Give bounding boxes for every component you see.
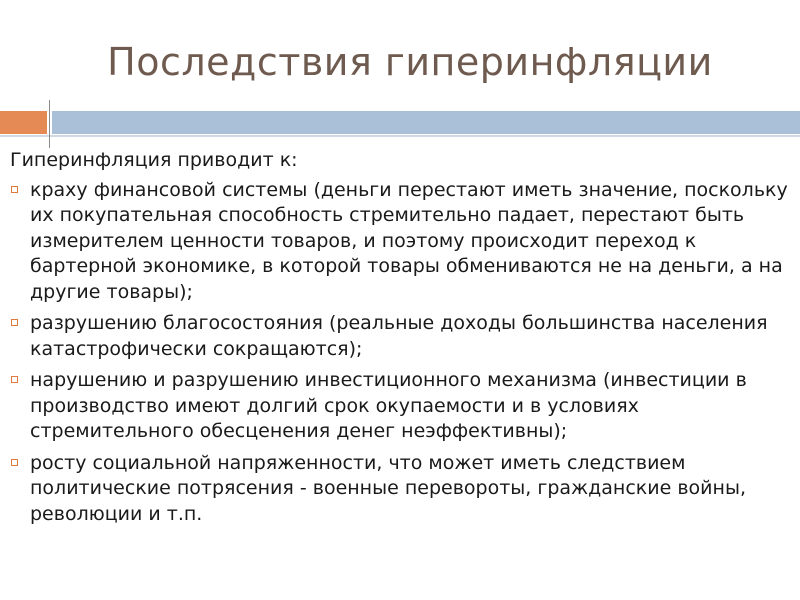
square-bullet-icon [11, 319, 18, 326]
list-item-text: росту социальной напряженности, что может иметь следствием политические потрясения - военные перевороты, гражданские войны, революции и т.п. [30, 451, 746, 525]
list-item [10, 451, 796, 528]
square-bullet-icon [11, 459, 18, 466]
list-item-text: краху финансовой системы (деньги перестают иметь значение, поскольку их покупательная способность стремительно падает, перестают быть измерителем ценности товаров, и поэтому происходит переход к бартерной экономике, в которой товары обмениваются не на деньги, а на другие товары); [30, 178, 788, 303]
header-underline [0, 135, 800, 137]
square-bullet-icon [11, 186, 18, 193]
header-divider [49, 100, 50, 148]
header-main-bar [52, 111, 800, 134]
list-item-text: нарушению и разрушению инвестиционного механизма (инвестиции в производство имеют долгий срок окупаемости и в условиях стремительного обесценения денег неэффективны); [30, 369, 747, 442]
slide-content [10, 148, 796, 533]
list-item [10, 178, 796, 306]
list-item [10, 311, 796, 362]
bullet-list [10, 178, 796, 528]
list-item-text: разрушению благосостояния (реальные доходы большинства населения катастрофически сокращаются); [30, 312, 768, 360]
slide-title: Последствия гиперинфляции [107, 40, 713, 84]
square-bullet-icon [11, 376, 18, 383]
header-accent-bar [0, 111, 47, 134]
intro-text: Гиперинфляция приводит к: [10, 149, 298, 171]
list-item [10, 368, 796, 445]
